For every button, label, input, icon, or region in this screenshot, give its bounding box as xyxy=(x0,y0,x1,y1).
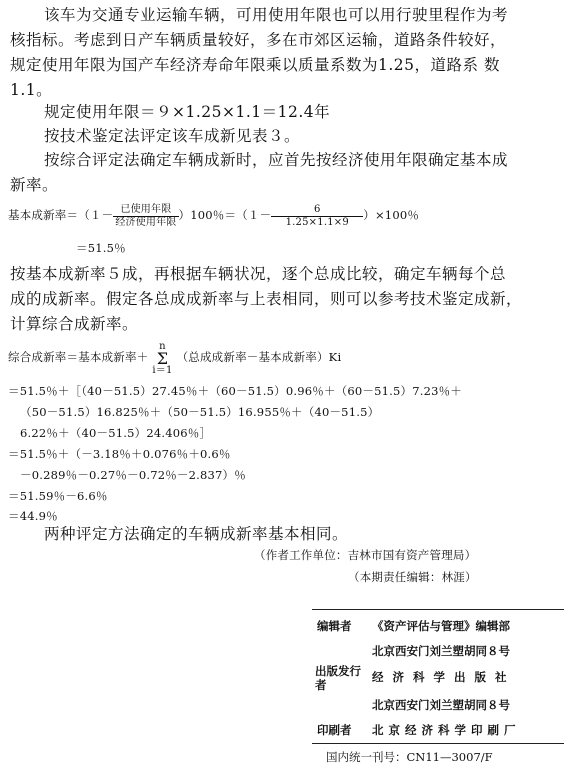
fraction-numerator: 已使用年限 xyxy=(113,204,178,217)
paragraph-5-line-1: 按基本成新率５成，再根据车辆状况，逐个总成比较，确定车辆每个总 xyxy=(10,265,507,283)
paragraph-1-line-3: 规定使用年限为国产车经济寿命年限乘以质量系数为1.25，道路系 数 xyxy=(10,56,500,74)
issue-editor: （本期责任编辑：林涯） xyxy=(348,570,477,584)
imprint-serial-number: 国内统一刊号：CN11—3007/F xyxy=(326,750,493,764)
fraction-numerator: 6 xyxy=(271,204,363,217)
paragraph-1-line-1: 该车为交通专业运输车辆，可用使用年限也可以用行驶里程作为考 xyxy=(44,6,509,24)
formula-line-4: ＝51.5％＋（－3.18％＋0.076％＋0.6％ xyxy=(8,447,231,461)
imprint-printer-value: 北京经济科学印刷厂 xyxy=(372,723,521,737)
formula-line-1: ＝51.5％＋［（40－51.5）27.45％＋（60－51.5）0.96％＋（60－51.5）7.23％＋ xyxy=(8,384,463,398)
author-unit: （作者工作单位：吉林市国有资产管理局） xyxy=(254,548,477,562)
paragraph-1-line-2: 核指标。考虑到日产车辆质量较好，多在市郊区运输，道路条件较好， xyxy=(10,31,507,49)
paragraph-conclusion: 两种评定方法确定的车辆成新率基本相同。 xyxy=(44,525,349,543)
imprint-bottom-rule xyxy=(312,743,564,744)
formula-base-rate-mid: ）100％＝（１－ xyxy=(178,208,272,222)
sum-upper: n xyxy=(159,340,166,352)
formula-composite-rate xyxy=(8,337,341,377)
formula-line-7: ＝44.9％ xyxy=(8,509,58,523)
paragraph-4-line-2: 新率。 xyxy=(10,176,59,194)
sigma-glyph: Σ xyxy=(156,348,169,368)
formula-base-rate-end: ）×100％ xyxy=(363,208,420,222)
paragraph-table-ref: 按技术鉴定法评定该车成新见表３。 xyxy=(44,127,301,145)
formula-composite-lhs: 综合成新率＝基本成新率＋ xyxy=(8,350,149,364)
formula-line-2: （50－51.5）16.825％＋（50－51.5）16.955％＋（40－51.5） xyxy=(20,405,380,419)
fraction-denominator: 1.25×1.1×9 xyxy=(285,216,349,228)
formula-line-5: －0.289％－0.27％－0.72％－2.837）％ xyxy=(20,468,246,482)
imprint-editor-value: 《资产评估与管理》编辑部 xyxy=(372,619,510,633)
formula-line-3: 6.22％＋（40－51.5）24.406％］ xyxy=(20,426,212,440)
formula-base-rate-lhs: 基本成新率＝（１－ xyxy=(8,208,114,222)
imprint-publisher-value: 经济科学出版社 xyxy=(372,670,516,684)
formula-line-6: ＝51.59％－6.6％ xyxy=(8,489,108,503)
sum-lower: i＝1 xyxy=(152,364,173,376)
fraction-used-years xyxy=(113,204,178,229)
summation-symbol xyxy=(152,342,172,375)
formula-composite-rhs: （总成成新率－基本成新率）Ki xyxy=(176,350,342,364)
formula-base-rate-result: ＝51.5％ xyxy=(76,241,126,255)
paragraph-4-line-1: 按综合评定法确定车辆成新时，应首先按经济使用年限确定基本成 xyxy=(44,151,509,169)
paragraph-service-life: 规定使用年限＝９×1.25×1.1＝12.4年 xyxy=(44,103,331,121)
fraction-numeric xyxy=(271,204,363,229)
paragraph-1-line-4: 1.1。 xyxy=(10,81,53,99)
imprint-top-rule xyxy=(312,609,564,610)
imprint-printer-label: 印刷者 xyxy=(317,723,352,737)
imprint-publisher-label: 出版发行者 xyxy=(315,664,361,692)
paragraph-5-line-2: 成的成新率。假定各总成成新率与上表相同，则可以参考技术鉴定成新， xyxy=(10,290,523,308)
imprint-publisher-address: 北京西安门刘兰塑胡同８号 xyxy=(372,698,510,712)
paragraph-5-line-3: 计算综合成新率。 xyxy=(10,315,139,333)
imprint-editor-address: 北京西安门刘兰塑胡同８号 xyxy=(372,644,510,658)
fraction-denominator: 经济使用年限 xyxy=(115,216,177,228)
imprint-editor-label: 编辑者 xyxy=(317,619,352,633)
formula-base-rate xyxy=(8,200,419,230)
